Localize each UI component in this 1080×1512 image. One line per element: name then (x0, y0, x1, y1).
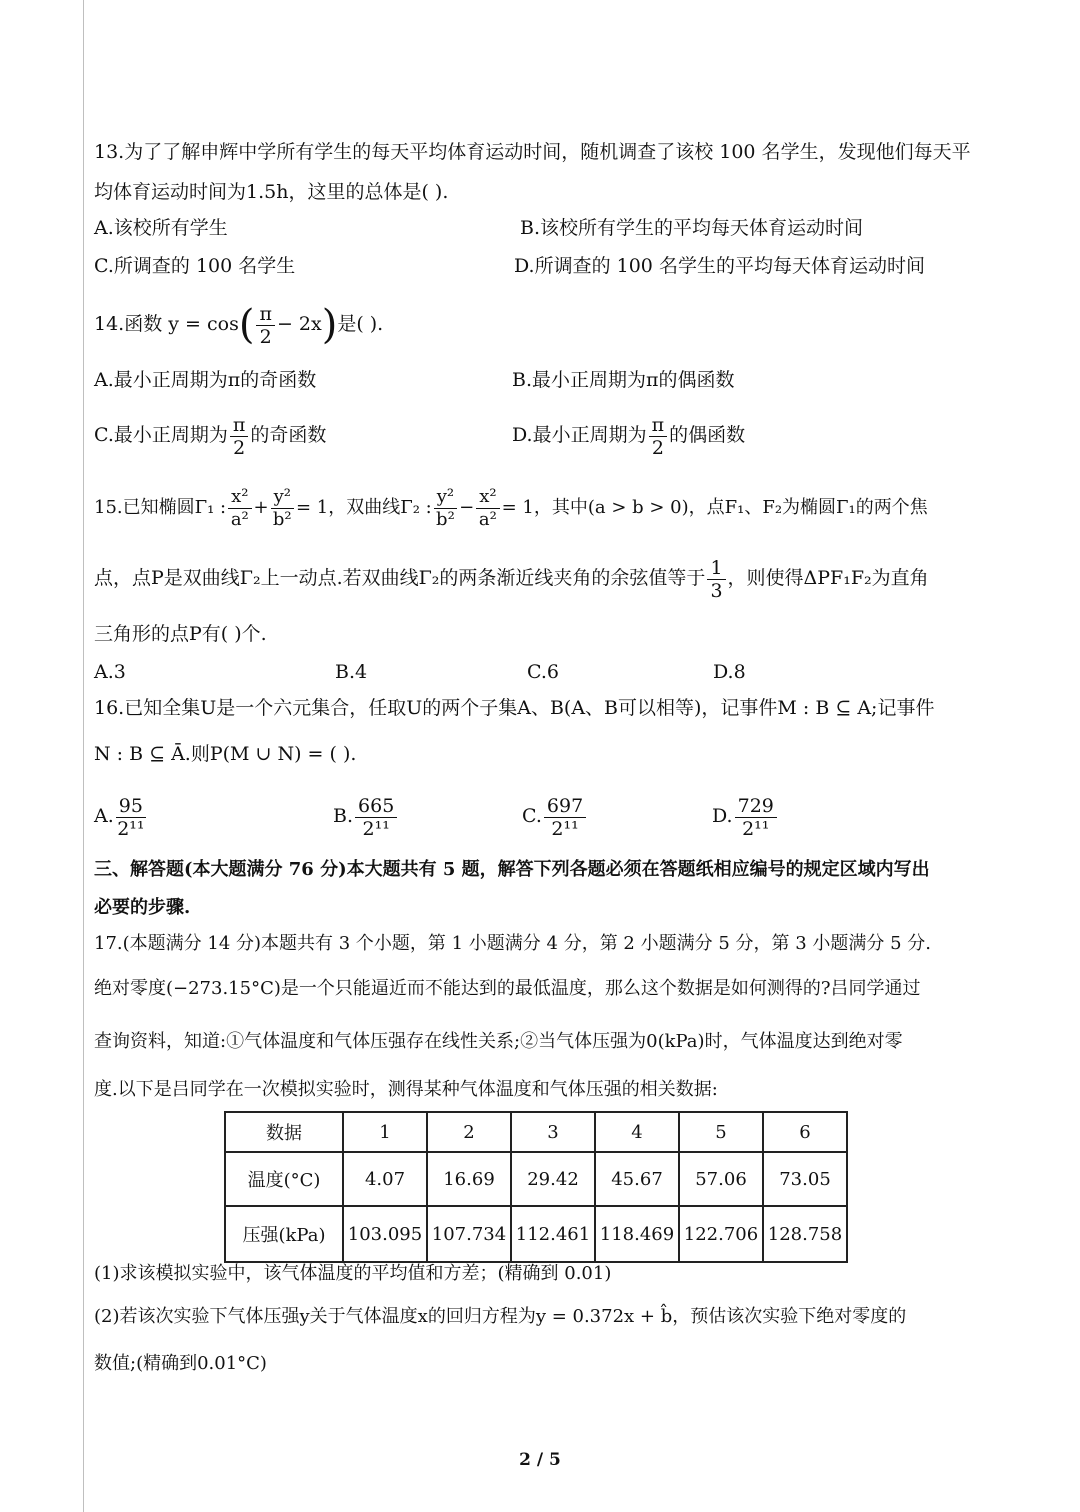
q15-three: 3 (710, 579, 723, 602)
q15-x2: x² (228, 486, 251, 509)
q16-c-num: 697 (544, 795, 586, 818)
table-cell: 112.461 (511, 1206, 595, 1262)
q14-suffix: 是( ). (337, 313, 384, 335)
table-header-row (225, 1112, 847, 1152)
q14-d-prefix: D.最小正周期为 (512, 424, 647, 446)
table-row (225, 1206, 847, 1262)
q14-d-fraction (649, 414, 668, 459)
q15-a2: a² (230, 508, 249, 530)
q17-line2: 绝对零度(−273.15°C)是一个只能逼近而不能达到的最低温度，那么这个数据是如何测得的?吕同学通过 (94, 978, 921, 999)
q17-subquestion-2-line2: 数值;(精确到0.01°C) (94, 1353, 267, 1374)
q17-subquestion-1: (1)求该模拟实验中，该气体温度的平均值和方差；(精确到 0.01) (94, 1263, 612, 1284)
q15-option-a: A.3 (94, 661, 126, 683)
q15-plus: + (253, 497, 269, 518)
q15-b2b: b² (436, 508, 455, 530)
q15-part1: 15.已知椭圆Γ₁ : (94, 497, 227, 518)
q14-frac-den: 2 (259, 325, 272, 348)
q13-option-a: A.该校所有学生 (94, 217, 228, 239)
q16-d-label: D. (712, 805, 733, 827)
q14-fraction (256, 303, 275, 348)
table-cell: 2 (427, 1112, 511, 1152)
q17-line4: 度.以下是吕同学在一次模拟实验时，测得某种气体温度和气体压强的相关数据: (94, 1079, 718, 1100)
q15-a2b: a² (478, 508, 497, 530)
table-cell: 1 (343, 1112, 427, 1152)
q16-option-c (522, 790, 588, 842)
q16-d-fraction (735, 795, 777, 840)
section3-heading-line2: 必要的步骤. (94, 897, 191, 918)
q13-line2: 均体育运动时间为1.5h，这里的总体是( ). (94, 181, 449, 203)
q15-option-c: C.6 (527, 661, 559, 683)
q16-b-fraction (355, 795, 397, 840)
table-cell: 3 (511, 1112, 595, 1152)
q16-b-den: 2¹¹ (362, 817, 390, 840)
q16-a-num: 95 (116, 795, 146, 818)
q14-prefix: 14.函数 y = cos (94, 313, 239, 335)
q15-frac-y (271, 486, 294, 531)
q17-line3: 查询资料，知道:①气体温度和气体压强存在线性关系;②当气体压强为0(kPa)时，气体温度达到绝对零 (94, 1031, 903, 1052)
section3-heading-line1: 三、解答题(本大题满分 76 分)本大题共有 5 题，解答下列各题必须在答题纸相应编号的规定区域内写出 (94, 859, 930, 880)
q16-d-num: 729 (735, 795, 777, 818)
q16-d-den: 2¹¹ (742, 817, 770, 840)
table-cell: 数据 (225, 1112, 343, 1152)
q15-option-b: B.4 (335, 661, 368, 683)
q15-line2-b: ，则使得ΔPF₁F₂为直角 (727, 567, 929, 589)
table-row (225, 1152, 847, 1206)
q16-c-fraction (544, 795, 586, 840)
q15-option-d: D.8 (713, 661, 746, 683)
q15-frac-x (228, 486, 251, 531)
q16-line2: N : B ⊆ Ā.则P(M ∪ N) = ( ). (94, 743, 357, 765)
table-cell: 16.69 (427, 1152, 511, 1206)
table-cell: 6 (763, 1112, 847, 1152)
q14-c-num: π (230, 414, 249, 437)
table-cell: 118.469 (595, 1206, 679, 1262)
table-cell: 温度(°C) (225, 1152, 343, 1206)
margin-line (83, 0, 84, 1512)
q16-line1: 16.已知全集U是一个六元集合，任取U的两个子集A、B(A、B可以相等)，记事件M : B ⊆ A;记事件 (94, 697, 935, 719)
q14-frac-num: π (256, 303, 275, 326)
q17-line1: 17.(本题满分 14 分)本题共有 3 个小题，第 1 小题满分 4 分，第 2 小题满分 5 分，第 3 小题满分 5 分. (94, 933, 932, 954)
table-cell: 4 (595, 1112, 679, 1152)
q15-eq1: = 1，双曲线Γ₂ : (295, 497, 432, 518)
table-cell: 107.734 (427, 1206, 511, 1262)
q15-eq2: = 1，其中(a > b > 0)，点F₁、F₂为椭圆Γ₁的两个焦 (501, 497, 928, 518)
q14-d-den: 2 (651, 436, 664, 459)
q15-frac-x2 (476, 486, 499, 531)
q16-option-b (333, 790, 399, 842)
q16-c-label: C. (522, 805, 542, 827)
table-cell: 128.758 (763, 1206, 847, 1262)
q15-b2: b² (272, 508, 292, 530)
q16-c-den: 2¹¹ (551, 817, 579, 840)
q15-frac-one-third (707, 557, 725, 602)
table-cell: 4.07 (343, 1152, 427, 1206)
q14-c-den: 2 (233, 436, 246, 459)
q14-option-d (512, 410, 745, 460)
q13-option-d: D.所调查的 100 名学生的平均每天体育运动时间 (514, 255, 925, 277)
table-cell: 103.095 (343, 1206, 427, 1262)
q16-a-den: 2¹¹ (117, 817, 145, 840)
table-cell: 122.706 (679, 1206, 763, 1262)
q15-line3: 三角形的点P有( )个. (94, 623, 267, 645)
q14-c-suffix: 的奇函数 (250, 424, 327, 446)
q15-y2b: y² (434, 486, 457, 509)
q13-option-c: C.所调查的 100 名学生 (94, 255, 296, 277)
table-cell: 5 (679, 1112, 763, 1152)
q15-y2: y² (271, 486, 294, 509)
q13-option-b: B.该校所有学生的平均每天体育运动时间 (520, 217, 864, 239)
table-cell: 压强(kPa) (225, 1206, 343, 1262)
q13-line1: 13.为了了解申辉中学所有学生的每天平均体育运动时间，随机调查了该校 100 名学生，发现他们每天平 (94, 141, 971, 163)
q14-middle: − 2x (276, 313, 322, 335)
q17-subquestion-2-line1: (2)若该次实验下气体压强y关于气体温度x的回归方程为y = 0.372x + b̂，预估该次实验下绝对零度的 (94, 1306, 907, 1327)
q15-one: 1 (707, 557, 725, 580)
q15-frac-y2 (434, 486, 457, 531)
q14-d-num: π (649, 414, 668, 437)
q14-d-suffix: 的偶函数 (669, 424, 746, 446)
table-cell: 57.06 (679, 1152, 763, 1206)
q14-option-c (94, 410, 326, 460)
q14-c-prefix: C.最小正周期为 (94, 424, 228, 446)
experiment-data-table (224, 1111, 848, 1263)
table-cell: 73.05 (763, 1152, 847, 1206)
q16-b-num: 665 (355, 795, 397, 818)
q16-a-label: A. (94, 805, 114, 827)
q16-b-label: B. (333, 805, 354, 827)
q14-option-a: A.最小正周期为π的奇函数 (94, 369, 317, 391)
q14-option-b: B.最小正周期为π的偶函数 (512, 369, 735, 391)
q15-minus: − (459, 497, 475, 518)
table-cell: 29.42 (511, 1152, 595, 1206)
q16-option-a (94, 790, 148, 842)
table-cell: 45.67 (595, 1152, 679, 1206)
q15-line1 (94, 482, 928, 534)
q16-option-d (712, 790, 779, 842)
q14-stem: 14.函数 y = cos( $\frac{\pi}{2}$ − 2x)是( ). (94, 302, 384, 348)
q15-x2b: x² (476, 486, 499, 509)
q16-a-fraction (116, 795, 146, 840)
q15-line2 (94, 552, 929, 604)
q14-c-fraction (230, 414, 249, 459)
q15-line2-a: 点，点P是双曲线Γ₂上一动点.若双曲线Γ₂的两条渐近线夹角的余弦值等于 (94, 567, 706, 589)
page-number: 2 / 5 (519, 1450, 561, 1470)
